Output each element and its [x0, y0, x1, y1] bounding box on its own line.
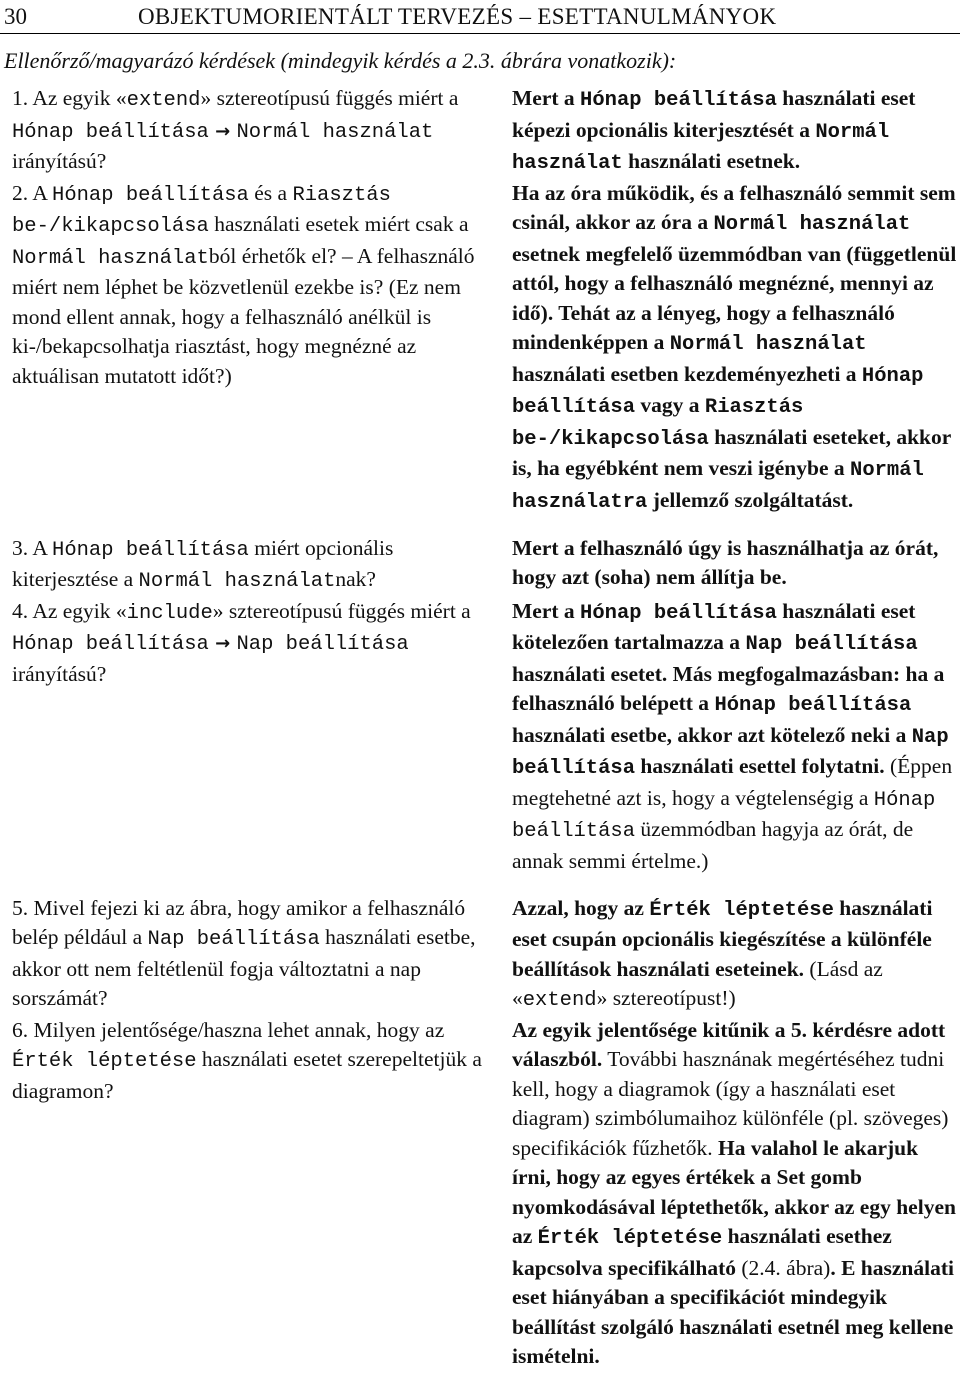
code-term: Nap beállítása	[147, 928, 320, 951]
code-term: Érték léptetése	[12, 1050, 197, 1073]
text-run: irányítású?	[12, 149, 107, 173]
text-run: » sztereotípust!)	[596, 986, 736, 1010]
code-term: Hónap beállítása	[12, 120, 209, 144]
code-term: Normál használat	[138, 570, 336, 593]
text-run: használati esettel folytatni.	[635, 754, 885, 778]
text-run: használati esetben kezdeményezheti a	[512, 361, 862, 386]
code-term: Hónap beállítása	[512, 364, 924, 419]
question-cell	[0, 1016, 500, 1372]
running-title: OBJEKTUMORIENTÁLT TERVEZÉS – ESETTANULMÁNYOK	[138, 4, 777, 29]
code-term: Riasztás be-/kikapcsolása	[12, 183, 391, 238]
qa-table-body	[0, 84, 960, 1372]
code-term: extend	[126, 89, 201, 112]
qa-row	[0, 1016, 960, 1372]
code-term: Hónap beállítása	[512, 788, 936, 843]
text-run: Ha valahol le akarjuk írni, hogy az egyes értékek a Set gomb nyomkodásával léptethetők, akkor az egy helyen az	[512, 1135, 956, 1248]
text-run: 5. Mivel fejezi ki az ábra, hogy amikor a felhasználó belép például a	[12, 895, 466, 949]
code-term: Normál használat	[669, 333, 867, 356]
qa-row	[0, 894, 960, 1016]
text-run: üzemmódban hagyja az órát, de annak semmi értelme.)	[512, 817, 914, 873]
text-run: 1. Az egyik «	[12, 86, 127, 110]
text-run: További hasznának megértéséhez tudni kell, hogy a diagramok (így a használati eset diagram) szimbólumaihoz különféle (pl. szöveges) specifikációk fűzhetők.	[512, 1047, 949, 1160]
code-term: extend	[522, 989, 597, 1012]
text-run: Mert a felhasználó úgy is használhatja az órát, hogy azt (soha) nem állítja be.	[512, 535, 939, 589]
arrow-icon: →	[208, 633, 237, 654]
qa-row	[0, 84, 960, 179]
page-header	[0, 0, 960, 34]
answer-cell	[500, 534, 960, 597]
text-run: használati esetek miért csak a	[208, 212, 469, 236]
qa-row	[0, 179, 960, 534]
text-run: Az egyik jelentősége kitűnik a 5. kérdésre adott válaszból.	[512, 1017, 946, 1071]
text-run: esetnek megfelelő üzemmódban van (függetlenül attól, hogy a felhasználó megnézné, mennyi az idő). Tehát az a lényeg, hogy a felhasználó mindenképpen a	[512, 241, 957, 354]
answer-cell	[500, 894, 960, 1016]
text-run: használati esethez kapcsolva specifikálható	[512, 1224, 892, 1280]
text-run: vagy a	[635, 393, 705, 417]
code-term: Hónap beállítása	[580, 89, 777, 112]
code-term: Érték léptetése	[649, 898, 834, 922]
text-run: nak?	[335, 567, 376, 591]
code-term: Hónap beállítása	[52, 183, 249, 207]
section-subtitle: Ellenőrző/magyarázó kérdések (mindegyik kérdés a 2.3. ábrára vonatkozik):	[4, 48, 677, 73]
text-run: használati esetbe, akkor azt kötelező neki a	[512, 722, 912, 747]
code-term: Nap beállítása	[745, 633, 918, 656]
code-term: Normál használat	[512, 120, 890, 175]
code-term: Riasztás be-/kikapcsolása	[512, 396, 804, 451]
text-run: Azzal, hogy az	[512, 895, 650, 920]
qa-row	[0, 534, 960, 597]
text-run: (Lásd az «	[512, 956, 883, 1010]
code-term: Nap beállítása	[512, 725, 949, 780]
code-term: Hónap beállítása	[580, 601, 777, 625]
code-term: Érték léptetése	[537, 1227, 723, 1250]
question-cell	[0, 894, 500, 1016]
arrow-icon: →	[208, 120, 237, 142]
code-term: Hónap beállítása	[52, 538, 249, 562]
question-cell	[0, 179, 500, 534]
code-term: Normál használat	[713, 213, 911, 236]
text-run: 6. Milyen jelentősége/haszna lehet annak, hogy az	[12, 1017, 445, 1042]
code-term: include	[126, 601, 213, 625]
text-run: használati eset kötelezően tartalmazza a	[512, 598, 916, 654]
qa-table	[0, 84, 960, 1372]
text-run: Mert a	[512, 86, 581, 110]
text-run: használati eset csupán opcionális kiegészítése a különféle beállítások használati eseteinek.	[512, 895, 933, 981]
text-run: használati eseteket, akkor is, ha egyébként nem veszi igénybe a	[512, 424, 951, 480]
qa-row	[0, 597, 960, 894]
code-term: Normál használat	[236, 120, 434, 144]
answer-cell	[500, 1016, 960, 1372]
code-term: Hónap beállítása	[12, 633, 209, 656]
text-run: (Éppen megtehetné azt is, hogy a végtelenségig a	[512, 754, 953, 810]
text-run: irányítású?	[12, 661, 107, 686]
code-term: Nap beállítása	[236, 633, 409, 656]
text-run: miért opcionális kiterjesztése a	[12, 535, 394, 591]
text-run: használati esetet szerepeltetjük a diagramon?	[12, 1047, 482, 1103]
text-run: jellemző szolgáltatást.	[647, 487, 854, 512]
text-run: Mert a	[512, 598, 581, 623]
question-cell	[0, 534, 500, 597]
text-run: 3. A	[12, 535, 53, 560]
text-run: és a	[248, 180, 293, 205]
answer-cell	[500, 84, 960, 179]
question-cell	[0, 84, 500, 179]
text-run: (2.4. ábra)	[736, 1255, 831, 1280]
code-term: Normál használatra	[512, 459, 924, 514]
text-run: használati esetnek.	[622, 149, 801, 173]
text-run: Ha az óra működik, és a felhasználó semmit sem csinál, akkor az óra a	[512, 180, 956, 234]
text-run: ból érhetők el? – A felhasználó miért nem léphet be közvetlenül ezekbe is? (Ez nem mond ellent annak, hogy a felhasználó anélkül is ki-/bekapcsolhatja riasztást, hogy megnézné az aktuálisan mutatott időt?)	[12, 243, 475, 388]
page-number: 30	[4, 4, 27, 29]
text-run: . E használati eset hiányában a specifikációt mindegyik beállítást szolgáló használati esetnél meg kellene ismételni.	[512, 1255, 954, 1368]
text-run: használati eset képezi opcionális kiterjesztését a	[512, 86, 916, 142]
answer-cell	[500, 597, 960, 894]
answer-cell	[500, 179, 960, 534]
code-term: Normál használat	[12, 246, 209, 270]
text-run: » sztereotípusú függés miért a	[212, 598, 471, 623]
question-cell	[0, 597, 500, 894]
text-run: 4. Az egyik «	[12, 598, 127, 623]
text-run: használati esetbe, akkor ott nem feltétlenül fogja változtatni a nap sorszámát?	[12, 925, 476, 1010]
code-term: Hónap beállítása	[714, 694, 912, 717]
text-run: használati esetet. Más megfogalmazásban: ha a felhasználó belépett a	[512, 661, 945, 715]
text-run: » sztereotípusú függés miért a	[200, 86, 459, 110]
text-run: 2. A	[12, 180, 53, 205]
